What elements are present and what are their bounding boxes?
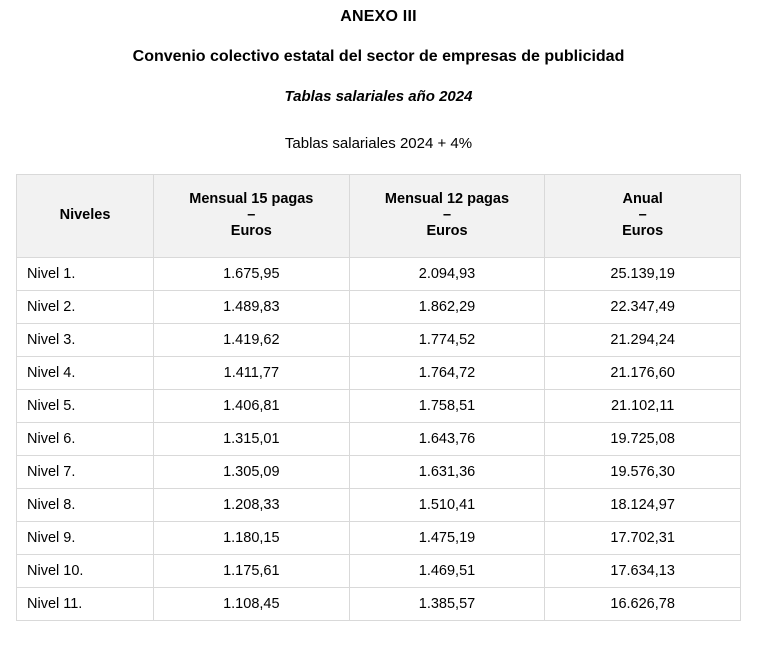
table-row <box>17 489 741 522</box>
cell-level: Nivel 7. <box>17 456 154 489</box>
table-row <box>17 423 741 456</box>
cell-monthly15: 1.108,45 <box>154 588 350 621</box>
column-header-monthly-12 <box>349 175 545 258</box>
cell-level: Nivel 5. <box>17 390 154 423</box>
cell-annual: 16.626,78 <box>545 588 741 621</box>
cell-annual: 19.725,08 <box>545 423 741 456</box>
cell-annual: 18.124,97 <box>545 489 741 522</box>
cell-monthly15: 1.489,83 <box>154 291 350 324</box>
cell-monthly12: 1.758,51 <box>349 390 545 423</box>
column-header-monthly-15-unit: Euros <box>230 222 272 239</box>
cell-monthly15: 1.208,33 <box>154 489 350 522</box>
cell-monthly12: 1.764,72 <box>349 357 545 390</box>
cell-annual: 21.294,24 <box>545 324 741 357</box>
cell-annual: 22.347,49 <box>545 291 741 324</box>
cell-level: Nivel 3. <box>17 324 154 357</box>
cell-level: Nivel 4. <box>17 357 154 390</box>
cell-level: Nivel 6. <box>17 423 154 456</box>
table-row <box>17 588 741 621</box>
cell-monthly15: 1.305,09 <box>154 456 350 489</box>
table-row <box>17 324 741 357</box>
cell-annual: 19.576,30 <box>545 456 741 489</box>
cell-level: Nivel 9. <box>17 522 154 555</box>
salary-tables-caption: Tablas salariales año 2024 <box>284 88 473 105</box>
column-header-monthly-15-dash: – <box>247 207 256 224</box>
table-row <box>17 555 741 588</box>
column-header-monthly-15-line1: Mensual 15 pagas <box>189 191 314 208</box>
column-header-monthly-12-line1: Mensual 12 pagas <box>384 191 510 208</box>
cell-monthly15: 1.180,15 <box>154 522 350 555</box>
column-header-monthly-15 <box>154 175 350 258</box>
cell-monthly12: 1.385,57 <box>349 588 545 621</box>
cell-level: Nivel 10. <box>17 555 154 588</box>
cell-monthly12: 1.469,51 <box>349 555 545 588</box>
column-header-annual-line1: Anual <box>622 191 663 208</box>
cell-monthly12: 1.475,19 <box>349 522 545 555</box>
salary-table-header <box>17 175 741 258</box>
cell-monthly12: 1.862,29 <box>349 291 545 324</box>
cell-monthly15: 1.315,01 <box>154 423 350 456</box>
column-header-annual-unit: Euros <box>622 222 664 239</box>
table-row <box>17 357 741 390</box>
cell-level: Nivel 1. <box>17 258 154 291</box>
table-row <box>17 291 741 324</box>
annex-title: ANEXO III <box>340 8 417 25</box>
cell-monthly15: 1.675,95 <box>154 258 350 291</box>
cell-monthly12: 1.510,41 <box>349 489 545 522</box>
cell-monthly15: 1.411,77 <box>154 357 350 390</box>
salary-tables-note: Tablas salariales 2024 + 4% <box>284 135 473 152</box>
salary-table-body <box>17 258 741 621</box>
table-row <box>17 258 741 291</box>
cell-annual: 17.634,13 <box>545 555 741 588</box>
cell-monthly12: 2.094,93 <box>349 258 545 291</box>
column-header-levels: Niveles <box>17 175 154 258</box>
cell-monthly12: 1.643,76 <box>349 423 545 456</box>
column-header-annual <box>545 175 741 258</box>
agreement-title: Convenio colectivo estatal del sector de empresas de publicidad <box>132 48 625 65</box>
cell-monthly15: 1.406,81 <box>154 390 350 423</box>
cell-annual: 17.702,31 <box>545 522 741 555</box>
salary-table <box>16 174 741 621</box>
table-row <box>17 390 741 423</box>
table-row <box>17 456 741 489</box>
cell-annual: 21.176,60 <box>545 357 741 390</box>
cell-level: Nivel 8. <box>17 489 154 522</box>
cell-annual: 25.139,19 <box>545 258 741 291</box>
column-header-annual-dash: – <box>638 207 647 224</box>
column-header-monthly-12-dash: – <box>442 207 452 224</box>
cell-annual: 21.102,11 <box>545 390 741 423</box>
table-row <box>17 522 741 555</box>
cell-monthly15: 1.419,62 <box>154 324 350 357</box>
cell-level: Nivel 11. <box>17 588 154 621</box>
cell-monthly12: 1.774,52 <box>349 324 545 357</box>
document-page <box>0 8 757 621</box>
cell-level: Nivel 2. <box>17 291 154 324</box>
cell-monthly12: 1.631,36 <box>349 456 545 489</box>
salary-table-container <box>16 174 741 621</box>
table-header-row <box>17 175 741 258</box>
column-header-monthly-12-unit: Euros <box>426 222 468 239</box>
cell-monthly15: 1.175,61 <box>154 555 350 588</box>
